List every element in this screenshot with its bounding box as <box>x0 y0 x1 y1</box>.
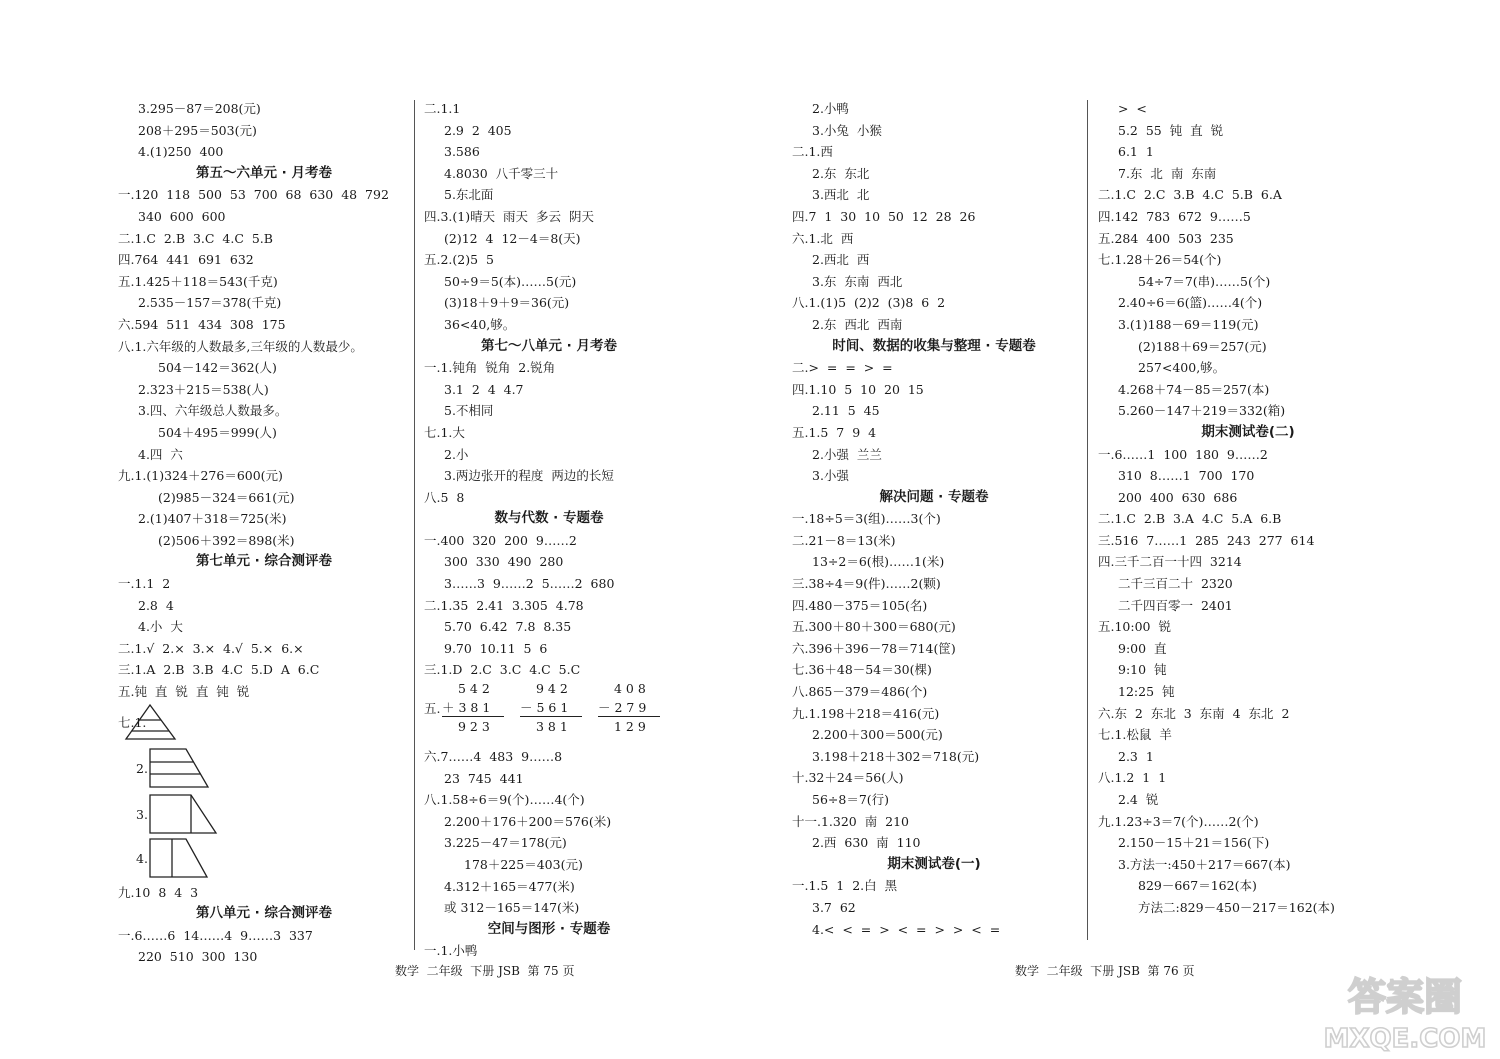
answer-line: 2.200＋300＝500(元) <box>812 727 943 743</box>
section-title: 期末测试卷(一) <box>887 855 981 872</box>
answer-line: 3.小强 <box>812 468 849 484</box>
answer-line: 五.1.5 7 9 4 <box>792 424 877 440</box>
answer-line: 200 400 630 686 <box>1118 489 1238 505</box>
answer-line: 300 330 490 280 <box>444 554 564 570</box>
answer-line: 九.10 8 4 3 <box>118 884 199 900</box>
column-divider-left <box>414 100 415 950</box>
answer-line: 3.西北 北 <box>812 187 870 203</box>
answer-line: 五.300＋80＋300＝680(元) <box>792 619 956 635</box>
answer-line: 二.1.C 2.C 3.B 4.C 5.B 6.A <box>1098 187 1282 203</box>
answer-line: 3.225－47＝178(元) <box>444 835 567 851</box>
answer-line: 2.小强 兰兰 <box>812 446 882 462</box>
trapezoid-divided-shape <box>150 749 208 787</box>
answer-line: 5.不相同 <box>444 403 494 419</box>
answer-line: 二.> = = > = <box>792 360 893 376</box>
calc-rule <box>442 716 504 717</box>
page-footer-left: 数学 二年级 下册 JSB 第 75 页 <box>395 964 575 978</box>
answer-line: 一.1.5 1 2.白 黑 <box>792 878 898 894</box>
column-3-lines <box>792 98 1076 940</box>
answer-line: 6.1 1 <box>1118 144 1154 160</box>
answer-line: 十.32＋24＝56(人) <box>792 770 904 786</box>
answer-line: 4.8030 八千零三十 <box>444 165 559 181</box>
answer-line: 一.1.1 2 <box>118 576 171 592</box>
vertical-calculation <box>424 681 674 746</box>
answer-line: 八.1.2 1 1 <box>1098 770 1167 786</box>
answer-line: 九.1.198＋218＝416(元) <box>792 705 940 721</box>
watermark-url-text: MXQE.COM <box>1323 1024 1487 1054</box>
section-title: 第七～八单元 · 月考卷 <box>480 337 618 354</box>
answer-line: 3.东 东南 西北 <box>812 273 903 289</box>
answer-line: 七.1.28＋26＝54(个) <box>1098 252 1222 268</box>
answer-line: 方法二:829－450－217＝162(本) <box>1138 899 1335 915</box>
answer-line: 五.1.425＋118＝543(千克) <box>118 273 278 289</box>
answer-line: 3.两边张开的程度 两边的长短 <box>444 468 614 484</box>
answer-line: 六.594 511 434 308 175 <box>118 316 286 332</box>
shape-figures <box>118 703 410 882</box>
answer-line: 3.1 2 4 4.7 <box>444 381 524 397</box>
answer-line: 2.小 <box>444 446 469 462</box>
answer-line: 2.8 4 <box>138 597 174 613</box>
answer-line: 2.40÷6＝6(篮)……4(个) <box>1118 295 1263 311</box>
answer-line: 12:25 钝 <box>1118 684 1175 700</box>
answer-line: 一.18÷5＝3(组)……3(个) <box>792 511 941 527</box>
answer-line: 5.2 55 钝 直 锐 <box>1118 122 1224 138</box>
answer-line: 504＋495＝999(人) <box>158 424 277 440</box>
answer-line: 二.1.35 2.41 3.305 4.78 <box>424 597 584 613</box>
answer-line: 二.1.C 2.B 3.A 4.C 5.A 6.B <box>1098 511 1282 527</box>
page-footer-right: 数学 二年级 下册 JSB 第 76 页 <box>1015 964 1195 978</box>
answer-line: 13÷2＝6(根)……1(米) <box>812 554 945 570</box>
calc-res: 9 2 3 <box>458 719 490 735</box>
answer-line: 2.535－157＝378(千克) <box>138 295 282 311</box>
answer-line: 十一.1.320 南 210 <box>792 813 910 829</box>
answer-line: 5.260－147＋219＝332(箱) <box>1118 403 1286 419</box>
shape-figures-svg <box>118 703 278 879</box>
column-2-lines-after <box>424 746 674 962</box>
answer-line: 二.1.C 2.B 3.C 4.C 5.B <box>118 230 273 246</box>
answer-line: 3.四、六年级总人数最多。 <box>138 403 288 419</box>
watermark-logo <box>1320 965 1490 1055</box>
calc-rule <box>520 716 582 717</box>
answer-line: 2.323＋215＝538(人) <box>138 381 269 397</box>
column-4-lines <box>1098 98 1398 919</box>
answer-line: 四.1.10 5 10 20 15 <box>792 381 924 397</box>
answer-line: 54÷7＝7(串)……5(个) <box>1138 273 1271 289</box>
answer-line: (2)985－324＝661(元) <box>158 489 295 505</box>
answer-line: 4.小 大 <box>138 619 183 635</box>
answer-line: 二.1.√ 2.× 3.× 4.√ 5.× 6.× <box>118 640 304 656</box>
trapezoid-split-shape <box>150 795 216 833</box>
answer-column-1 <box>118 98 410 968</box>
answer-line: 3.295－87＝208(元) <box>138 101 261 116</box>
answer-line: 4.四 六 <box>138 446 183 462</box>
answer-line: 2.小鸭 <box>812 101 849 116</box>
answer-line: 2.东 西北 西南 <box>812 316 903 332</box>
answer-line: 23 745 441 <box>444 770 524 786</box>
answer-line: (2)12 4 12－4＝8(天) <box>444 230 581 246</box>
answer-line: 六.7……4 483 9……8 <box>424 749 563 765</box>
answer-line: 3.(1)188－69＝119(元) <box>1118 316 1259 332</box>
answer-line: 四.142 783 672 9……5 <box>1098 208 1251 224</box>
answer-line: 九.1.(1)324＋276＝600(元) <box>118 468 283 484</box>
answer-line: 5.东北面 <box>444 187 494 203</box>
answer-line: (2)506＋392＝898(米) <box>158 532 295 548</box>
answer-line: 五.2.(2)5 5 <box>424 252 494 268</box>
figure-label: 3. <box>136 806 148 822</box>
section-title: 解决问题 · 专题卷 <box>879 488 989 505</box>
answer-line: 一.120 118 500 53 700 68 630 48 792 <box>118 187 389 203</box>
answer-line: 257<400,够。 <box>1138 360 1226 376</box>
answer-line: 3.198＋218＋302＝718(元) <box>812 748 980 764</box>
answer-line: 4.(1)250 400 <box>138 144 224 160</box>
answer-line: 二千三百二十 2320 <box>1118 576 1233 592</box>
watermark-main-text: 答案圈 <box>1347 975 1463 1019</box>
figure-label: 4. <box>136 850 148 866</box>
answer-line: 八.865－379＝486(个) <box>792 684 928 700</box>
answer-line: 7.东 北 南 东南 <box>1118 165 1217 181</box>
calc-res: 3 8 1 <box>536 719 568 735</box>
answer-line: 829－667＝162(本) <box>1138 878 1257 894</box>
answer-line: 二.21－8＝13(米) <box>792 532 896 548</box>
answer-line: 四.764 441 691 632 <box>118 252 254 268</box>
calc-label: 五. <box>424 701 441 717</box>
answer-line: 二.1.1 <box>424 101 461 116</box>
answer-line: 4.268＋74－85＝257(本) <box>1118 381 1270 397</box>
answer-line: 一.1.钝角 锐角 2.锐角 <box>424 360 556 376</box>
answer-line: 一.6……6 14……4 9……3 337 <box>118 927 313 943</box>
column-2-lines <box>424 98 674 681</box>
answer-line: 4.< < = > < = > > < = <box>812 921 1001 937</box>
figure-label: 七.1. <box>118 714 147 730</box>
calc-res: 1 2 9 <box>614 719 646 735</box>
section-title: 时间、数据的收集与整理 · 专题卷 <box>832 337 1036 354</box>
answer-line: > < <box>1118 101 1147 116</box>
answer-line: 56÷8＝7(行) <box>812 792 890 807</box>
answer-line: 310 8……1 700 170 <box>1118 468 1255 484</box>
answer-line: 3.586 <box>444 144 480 160</box>
answer-line: 5.70 6.42 7.8 8.35 <box>444 619 572 635</box>
answer-line: 2.西 630 南 110 <box>812 835 921 851</box>
answer-line: 六.1.北 西 <box>792 230 854 246</box>
parallelogram-split-shape <box>150 839 207 877</box>
answer-line: 四.三千二百一十四 3214 <box>1098 554 1242 570</box>
answer-line: 七.36＋48－54＝30(棵) <box>792 662 932 678</box>
answer-line: 2.(1)407＋318＝725(米) <box>138 511 287 527</box>
answer-line: 一.6……1 100 180 9……2 <box>1098 446 1268 462</box>
answer-line: 九.1.23÷3＝7(个)……2(个) <box>1098 813 1259 829</box>
answer-line: 一.400 320 200 9……2 <box>424 532 577 548</box>
answer-line: 2.东 东北 <box>812 165 870 181</box>
answer-line: 八.5 8 <box>424 489 465 505</box>
section-title: 空间与图形 · 专题卷 <box>487 920 611 937</box>
section-title: 第八单元 · 综合测评卷 <box>195 905 333 922</box>
answer-line: 9:00 直 <box>1118 640 1167 656</box>
section-title: 第五～六单元 · 月考卷 <box>195 164 333 181</box>
answer-line: 八.1.(1)5 (2)2 (3)8 6 2 <box>792 295 946 311</box>
answer-line: 六.396＋396－78＝714(筐) <box>792 640 956 656</box>
answer-line: 一.1.小鸭 <box>424 943 478 959</box>
answer-line: 2.9 2 405 <box>444 122 512 138</box>
answer-line: 4.312＋165＝477(米) <box>444 878 575 894</box>
answer-line: 四.3.(1)晴天 雨天 多云 阴天 <box>424 208 594 224</box>
answer-line: 2.11 5 45 <box>812 403 880 419</box>
answer-line: 9.70 10.11 5 6 <box>444 640 548 656</box>
answer-line: 八.1.六年级的人数最多,三年级的人数最少。 <box>118 338 363 354</box>
calc-top: 5 4 2 <box>458 681 490 697</box>
answer-line: 五.10:00 锐 <box>1098 619 1171 635</box>
section-title: 期末测试卷(二) <box>1201 423 1295 440</box>
answer-line: 五.钝 直 锐 直 钝 锐 <box>118 684 250 700</box>
calc-top: 9 4 2 <box>536 681 568 697</box>
answer-line: 四.7 1 30 10 50 12 28 26 <box>792 208 976 224</box>
answer-line: 三.516 7……1 285 243 277 614 <box>1098 532 1315 548</box>
answer-column-3 <box>792 98 1076 940</box>
answer-line: 2.3 1 <box>1118 748 1154 764</box>
column-1-lines <box>118 98 410 703</box>
calc-mid: ＋ 3 8 1 <box>442 700 491 716</box>
answer-line: 二.1.西 <box>792 144 833 160</box>
answer-line: 504－142＝362(人) <box>158 360 277 376</box>
answer-line: 2.西北 西 <box>812 252 870 268</box>
answer-line: 2.150－15＋21＝156(下) <box>1118 835 1270 851</box>
answer-line: 七.1.大 <box>424 424 465 440</box>
answer-line: 2.4 锐 <box>1118 792 1159 807</box>
calc-top: 4 0 8 <box>614 681 646 697</box>
answer-line: 36<40,够。 <box>444 316 516 332</box>
answer-line: 50÷9＝5(本)……5(元) <box>444 273 577 289</box>
calc-mid: － 5 6 1 <box>520 700 569 716</box>
answer-line: 3.方法一:450＋217＝667(本) <box>1118 856 1291 872</box>
column-divider-right <box>1087 100 1088 940</box>
answer-line: 3.小兔 小猴 <box>812 122 882 138</box>
answer-line: 二千四百零一 2401 <box>1118 597 1233 613</box>
answer-line: 220 510 300 130 <box>138 949 258 965</box>
answer-column-2 <box>424 98 674 962</box>
figure-label: 2. <box>136 760 148 776</box>
answer-line: 208＋295＝503(元) <box>138 122 257 138</box>
answer-line: 3.7 62 <box>812 899 856 915</box>
answer-line: (2)188＋69＝257(元) <box>1138 338 1267 354</box>
answer-line: 四.480－375＝105(名) <box>792 597 928 613</box>
answer-line: 三.38÷4＝9(件)……2(颗) <box>792 576 941 592</box>
answer-line: 八.1.58÷6＝9(个)……4(个) <box>424 792 585 808</box>
answer-line: 3……3 9……2 5……2 680 <box>444 576 615 592</box>
calc-mid: － 2 7 9 <box>598 700 647 716</box>
section-title: 第七单元 · 综合测评卷 <box>195 553 333 570</box>
answer-line: 9:10 钝 <box>1118 662 1167 678</box>
section-title: 数与代数 · 专题卷 <box>494 510 604 527</box>
answer-line: 178＋225＝403(元) <box>464 857 583 872</box>
answer-line: 三.1.D 2.C 3.C 4.C 5.C <box>424 662 581 678</box>
answer-line: 2.200＋176＋200＝576(米) <box>444 813 612 829</box>
answer-column-4 <box>1098 98 1398 919</box>
answer-line: 五.284 400 503 235 <box>1098 230 1234 246</box>
answer-line: 340 600 600 <box>138 208 226 224</box>
answer-line: 三.1.A 2.B 3.B 4.C 5.D A 6.C <box>118 662 320 678</box>
column-1-lines-after <box>118 882 410 968</box>
answer-line: 或 312－165＝147(米) <box>444 900 580 916</box>
answer-line: 七.1.松鼠 羊 <box>1098 727 1172 743</box>
answer-line: (3)18＋9＋9＝36(元) <box>444 295 570 311</box>
answer-line: 六.东 2 东北 3 东南 4 东北 2 <box>1098 705 1290 721</box>
calc-rule <box>598 716 660 717</box>
